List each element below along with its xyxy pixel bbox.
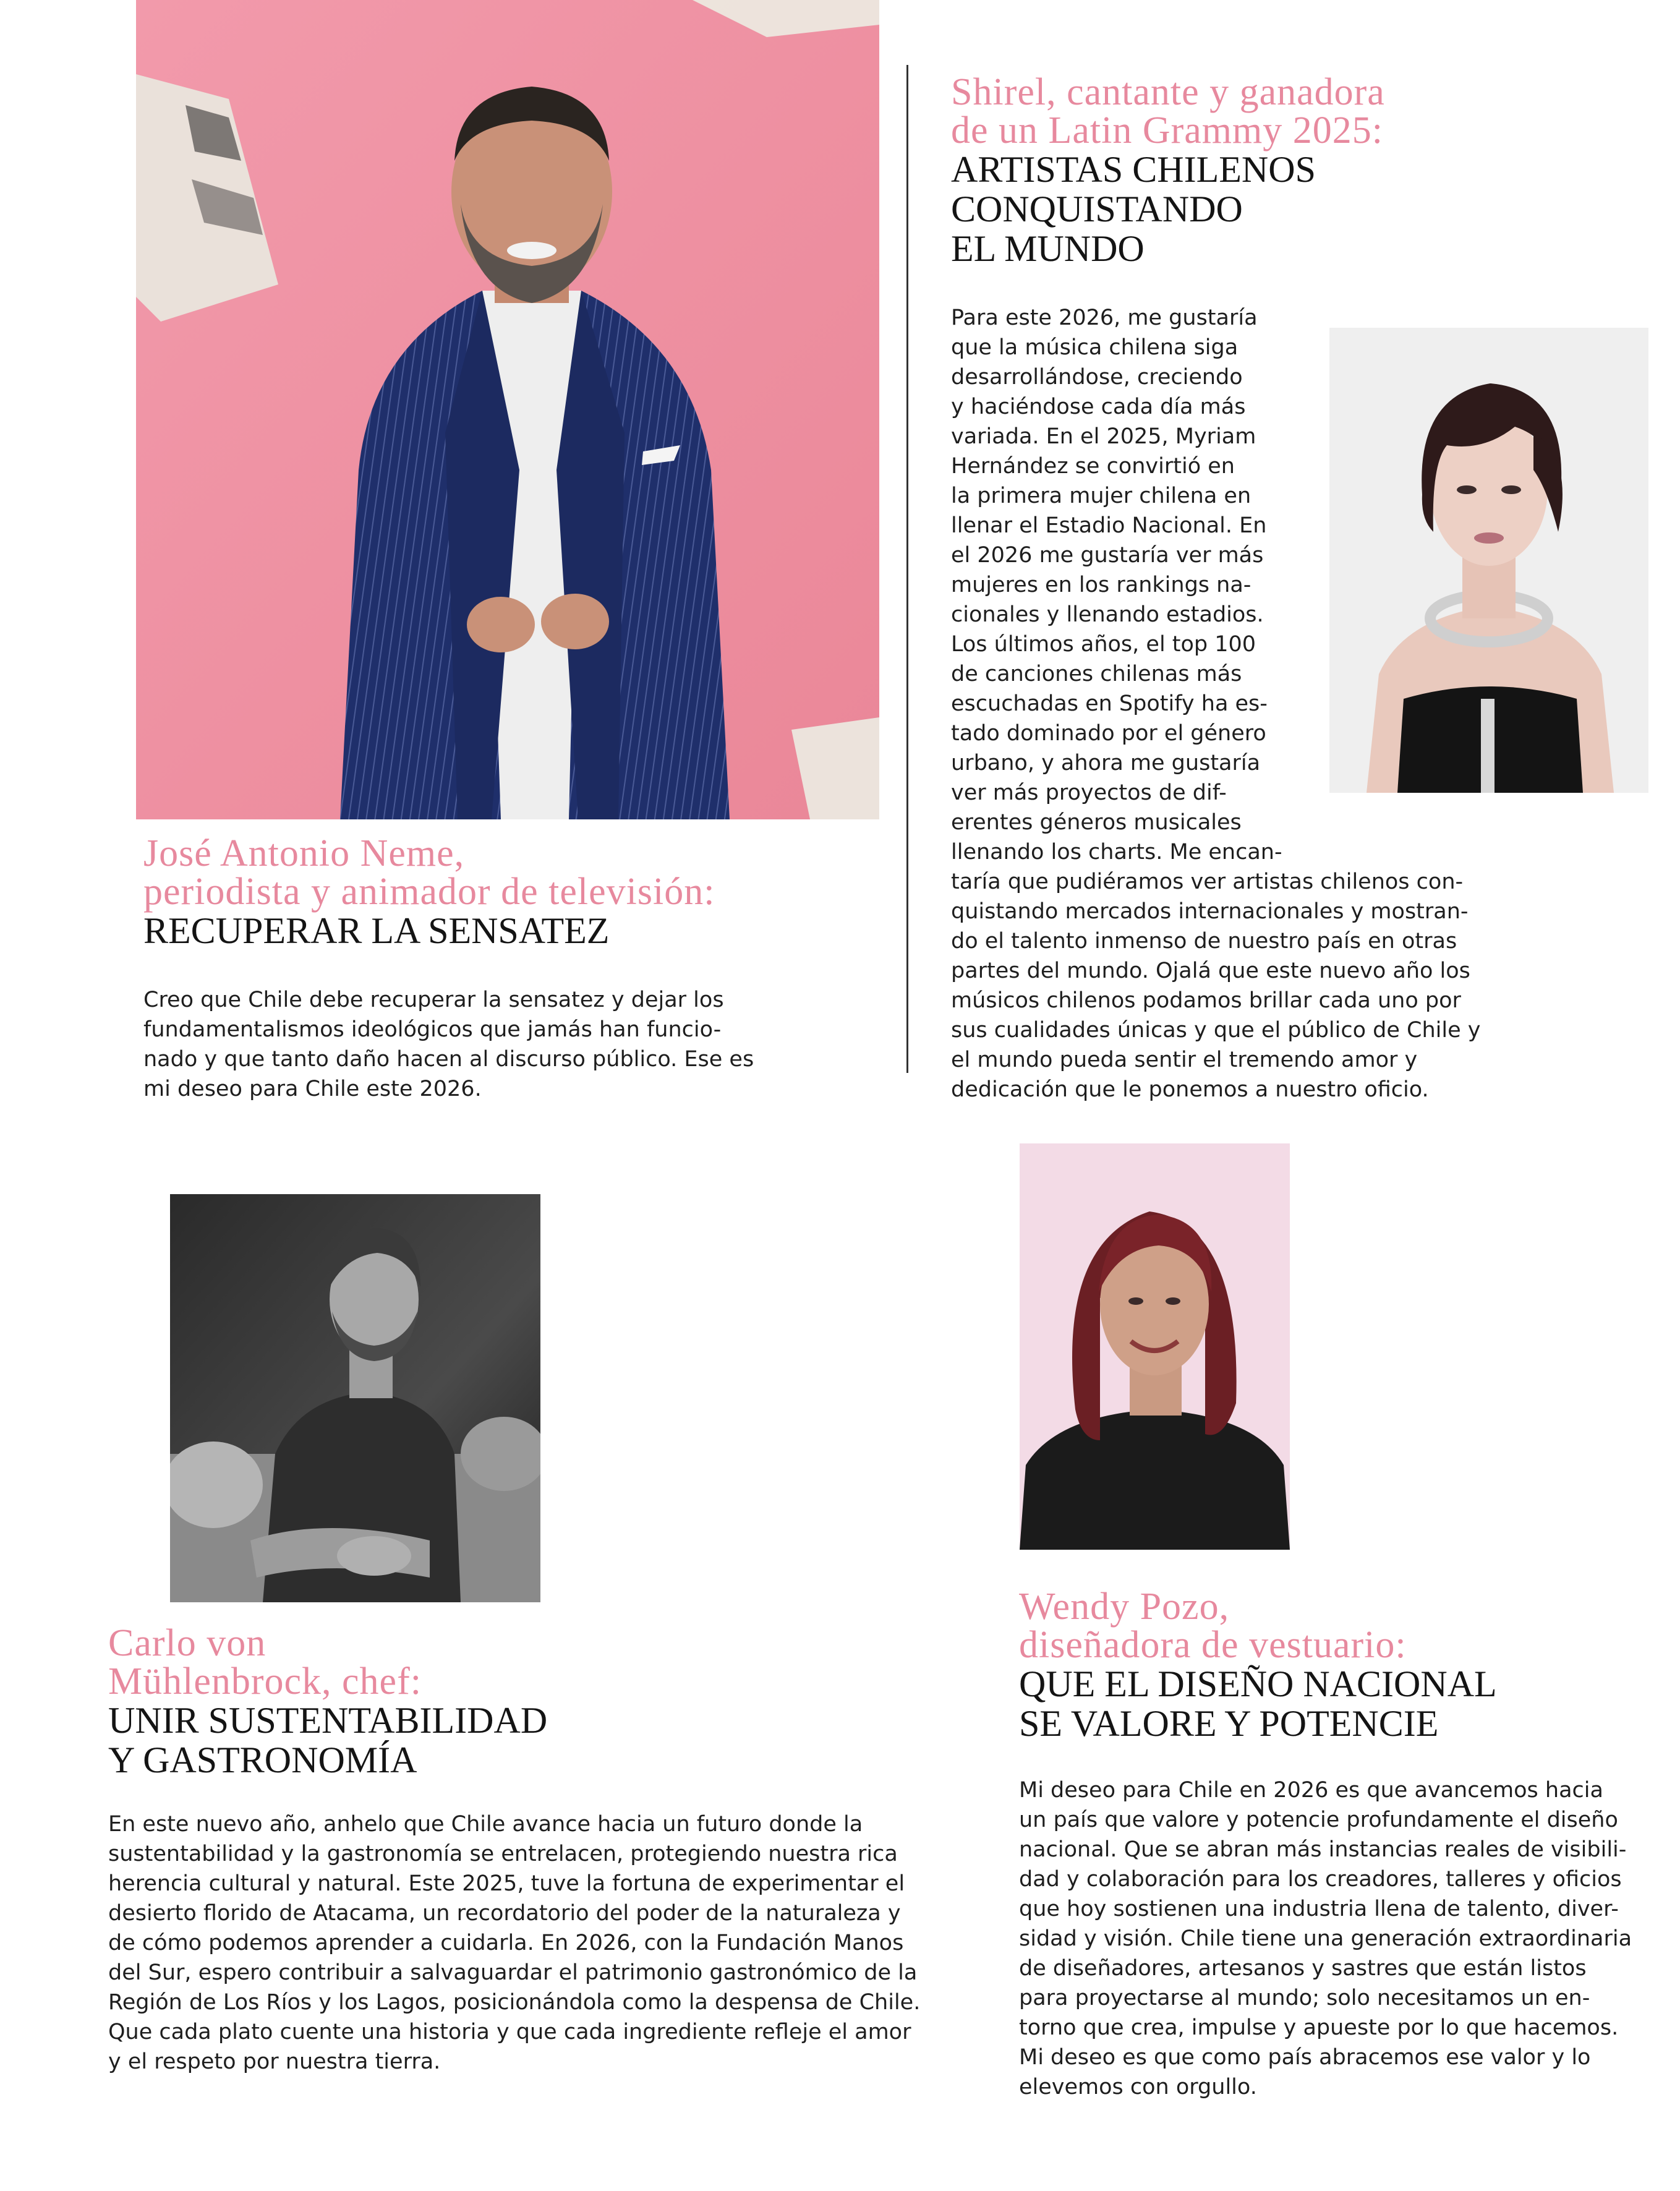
body-line: do el talento inmenso de nuestro país en otras: [951, 929, 1457, 954]
heading-line: QUE EL DISEÑO NACIONAL: [1019, 1664, 1497, 1704]
person-name: [108, 1624, 943, 1701]
body-line: partes del mundo. Ojalá que este nuevo año los: [951, 959, 1470, 983]
body-line: dedicación que le ponemos a nuestro oficio.: [951, 1077, 1429, 1102]
body-line: erentes géneros musicales: [951, 810, 1242, 835]
column-divider: [906, 65, 908, 1073]
name-line: periodista y animador de televisión:: [143, 871, 715, 913]
body-line: la primera mujer chilena en: [951, 484, 1251, 508]
body-line: llenar el Estadio Nacional. En: [951, 513, 1267, 538]
body-line: Mi deseo es que como país abracemos ese valor y lo: [1019, 2045, 1591, 2070]
photo-wendy-pozo: [1020, 1143, 1290, 1550]
body-line: torno que crea, impulse y apueste por lo que hacemos.: [1019, 2015, 1619, 2040]
name-line: José Antonio Neme,: [143, 832, 465, 874]
body-line: sustentabilidad y la gastronomía se entrelacen, protegiendo nuestra rica: [108, 1842, 898, 1866]
body-line: y haciéndose cada día más: [951, 395, 1246, 419]
heading-line: SE VALORE Y POTENCIE: [1019, 1703, 1439, 1744]
body-line: de diseñadores, artesanos y sastres que están listos: [1019, 1956, 1587, 1981]
body-line: que hoy sostienen una industria llena de talento, diver-: [1019, 1897, 1619, 1921]
body-line: variada. En el 2025, Myriam: [951, 424, 1256, 449]
body-line: un país que valore y potencie profundamente el diseño: [1019, 1808, 1618, 1832]
article-body: [143, 985, 855, 1104]
body-line: Los últimos años, el top 100: [951, 632, 1256, 657]
person-name: [1019, 1587, 1644, 1664]
body-line: de cómo podemos aprender a cuidarla. En 2026, con la Fundación Manos: [108, 1931, 904, 1955]
body-line: para proyectarse al mundo; solo necesitamos un en-: [1019, 1986, 1590, 2010]
body-line: quistando mercados internacionales y mostran-: [951, 899, 1469, 924]
body-line: Para este 2026, me gustaría: [951, 305, 1258, 330]
body-line: Que cada plato cuente una historia y que cada ingrediente refleje el amor: [108, 2020, 911, 2044]
body-line: elevemos con orgullo.: [1019, 2075, 1257, 2099]
heading-line: CONQUISTANDO: [951, 189, 1243, 229]
body-line: herencia cultural y natural. Este 2025, tuve la fortuna de experimentar el: [108, 1871, 905, 1896]
heading-line: RECUPERAR LA SENSATEZ: [143, 910, 610, 951]
heading-line: Y GASTRONOMÍA: [108, 1740, 417, 1780]
body-line: escuchadas en Spotify ha es-: [951, 691, 1268, 716]
body-line: sidad y visión. Chile tiene una generación extraordinaria: [1019, 1926, 1632, 1951]
name-line: Wendy Pozo,: [1019, 1586, 1230, 1628]
body-line: mujeres en los rankings na-: [951, 573, 1251, 597]
name-line: de un Latin Grammy 2025:: [951, 109, 1383, 152]
photo-shirel: [1329, 328, 1648, 793]
body-line: que la música chilena siga: [951, 335, 1239, 360]
name-line: Mühlenbrock, chef:: [108, 1660, 422, 1702]
article-heading: [951, 150, 1644, 268]
body-line: sus cualidades únicas y que el público de Chile y: [951, 1018, 1481, 1043]
article-body: [108, 1809, 943, 2077]
body-line: el mundo pueda sentir el tremendo amor y: [951, 1048, 1418, 1072]
body-line: mi deseo para Chile este 2026.: [143, 1077, 482, 1101]
photo-carlo-von-muhlenbrock: [170, 1194, 540, 1602]
body-line: Región de Los Ríos y los Lagos, posicionándola como la despensa de Chile.: [108, 1990, 921, 2015]
article-wendy-pozo: [1019, 1587, 1644, 2102]
body-line: fundamentalismos ideológicos que jamás han funcio-: [143, 1017, 722, 1042]
heading-line: EL MUNDO: [951, 228, 1145, 269]
name-line: diseñadora de vestuario:: [1019, 1624, 1407, 1666]
body-line: nado y que tanto daño hacen al discurso público. Ese es: [143, 1047, 754, 1072]
body-line: dad y colaboración para los creadores, talleres y oficios: [1019, 1867, 1622, 1892]
body-line: cionales y llenando estadios.: [951, 602, 1264, 627]
article-body: [1019, 1775, 1644, 2102]
body-line: llenando los charts. Me encan-: [951, 840, 1282, 865]
body-line: urbano, y ahora me gustaría: [951, 751, 1261, 775]
article-heading: [1019, 1664, 1644, 1743]
article-heading: [143, 911, 855, 950]
article-heading: [108, 1701, 943, 1780]
body-line: desierto florido de Atacama, un recordatorio del poder de la naturaleza y: [108, 1901, 901, 1926]
body-line: del Sur, espero contribuir a salvaguardar el patrimonio gastronómico de la: [108, 1960, 918, 1985]
body-line: y el respeto por nuestra tierra.: [108, 2049, 441, 2074]
body-line: tado dominado por el género: [951, 721, 1266, 746]
body-line: nacional. Que se abran más instancias reales de visibili-: [1019, 1837, 1627, 1862]
body-line: de canciones chilenas más: [951, 662, 1242, 686]
body-line: taría que pudiéramos ver artistas chilenos con-: [951, 869, 1464, 894]
body-line: ver más proyectos de dif-: [951, 780, 1227, 805]
heading-line: UNIR SUSTENTABILIDAD: [108, 1700, 548, 1741]
body-line: En este nuevo año, anhelo que Chile avance hacia un futuro donde la: [108, 1812, 863, 1837]
person-name: [143, 834, 855, 911]
body-line: desarrollándose, creciendo: [951, 365, 1243, 390]
body-line: el 2026 me gustaría ver más: [951, 543, 1264, 568]
body-line: Hernández se convirtió en: [951, 454, 1235, 479]
body-line: Mi deseo para Chile en 2026 es que avancemos hacia: [1019, 1778, 1603, 1803]
photo-jose-antonio-neme: [136, 0, 879, 819]
heading-line: ARTISTAS CHILENOS: [951, 149, 1316, 190]
name-line: Carlo von: [108, 1622, 266, 1664]
body-line: músicos chilenos podamos brillar cada uno por: [951, 988, 1461, 1013]
person-name: [951, 73, 1644, 150]
name-line: Shirel, cantante y ganadora: [951, 71, 1385, 113]
article-jose-antonio-neme: [143, 834, 855, 1104]
article-carlo-von-muhlenbrock: [108, 1624, 943, 2077]
body-line: Creo que Chile debe recuperar la sensatez y dejar los: [143, 988, 724, 1012]
